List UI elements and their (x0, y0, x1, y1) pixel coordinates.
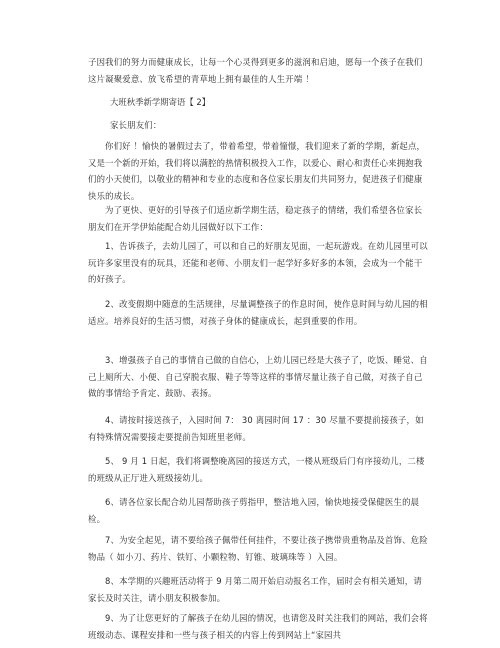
paragraph-item-9: 9、为了让您更好的了解孩子在幼儿园的情况，也请您及时关注我们的网站，我们会将班级动态、课程安排和一些与孩子相关的内容上传到网站上“家园共 (88, 613, 428, 640)
paragraph-item-2: 2、改变假期中随意的生活规律，尽量调整孩子的作息时间，使作息时间与幼儿园的相适应。培养良好的生活习惯，对孩子身体的健康成长，起到重要的作用。 (88, 299, 428, 326)
greeting: 家长朋友们： (110, 120, 162, 130)
paragraph-item-5: 5、 9 月 1 日起，我们将调整晚离园的接送方式，一楼从班级后门有序接幼儿，二楼的班级从正厅进入班级接幼儿。 (88, 456, 425, 483)
paragraph-opening: 你们好 ！愉快的暑假过去了，带着希望，带着憧憬，我们迎来了新的学期，新起点，又是一个新的开始，我们将以满腔的热情积极投入工作，以爱心、耐心和责任心来拥抱我们的小天使们，以敬业的精神和专业的态度和各位家长朋友们共同努力，促进孩子们健康快乐的成长。 (88, 141, 426, 201)
intro-paragraph: 子因我们的努力而健康成长，让每一个心灵得到更多的滋润和启迪，愿每一个孩子在我们这片凝聚爱意、放飞希望的青草地上拥有最佳的人生开端 ！ (88, 57, 423, 84)
document-title: 大班秋季新学期寄语【 2】 (110, 97, 211, 107)
paragraph-item-8: 8、本学期的兴趣班活动将于 9 月第二周开始启动报名工作，届时会有相关通知，请家长及时关注，请小朋友积极参加。 (88, 576, 422, 603)
paragraph-item-6: 6、请各位家长配合幼儿园帮助孩子剪指甲，整洁地入园，愉快地接受保健医生的晨检。 (88, 497, 420, 524)
paragraph-request: 为了更快、更好的引导孩子们适应新学期生活，稳定孩子的情绪，我们希望各位家长朋友们在开学伊始能配合幼儿园做好以下工作： (88, 205, 423, 232)
paragraph-item-7: 7、为安全起见，请不要给孩子佩带任何挂件，不要让孩子携带贵重物品及首饰、危险物品（ 如小刀、药片、铁钉、小颗粒物、钉锥、玻璃珠等 ）入园。 (88, 535, 428, 562)
paragraph-item-3: 3、增强孩子自己的事情自己做的自信心，上幼儿园已经是大孩子了，吃饭、睡觉、自己上厕所大、小便、自己穿脱衣服、鞋子等等这样的事情尽量让孩子自己做，对孩子自己做的事情给予肯定、鼓励、表扬。 (88, 355, 428, 399)
paragraph-item-4: 4、请按时接送孩子，入园时间 7： 30 离园时间 17 ：30 尽量不要提前接孩子，如有特殊情况需要接走要提前告知班里老师。 (88, 415, 424, 442)
paragraph-item-1: 1、告诉孩子，去幼儿园了，可以和自己的好朋友见面，一起玩游戏。在幼儿园里可以玩许多家里没有的玩具，还能和老师、小朋友们一起学好多好多的本领，会成为一个能干的好孩子。 (88, 241, 428, 285)
